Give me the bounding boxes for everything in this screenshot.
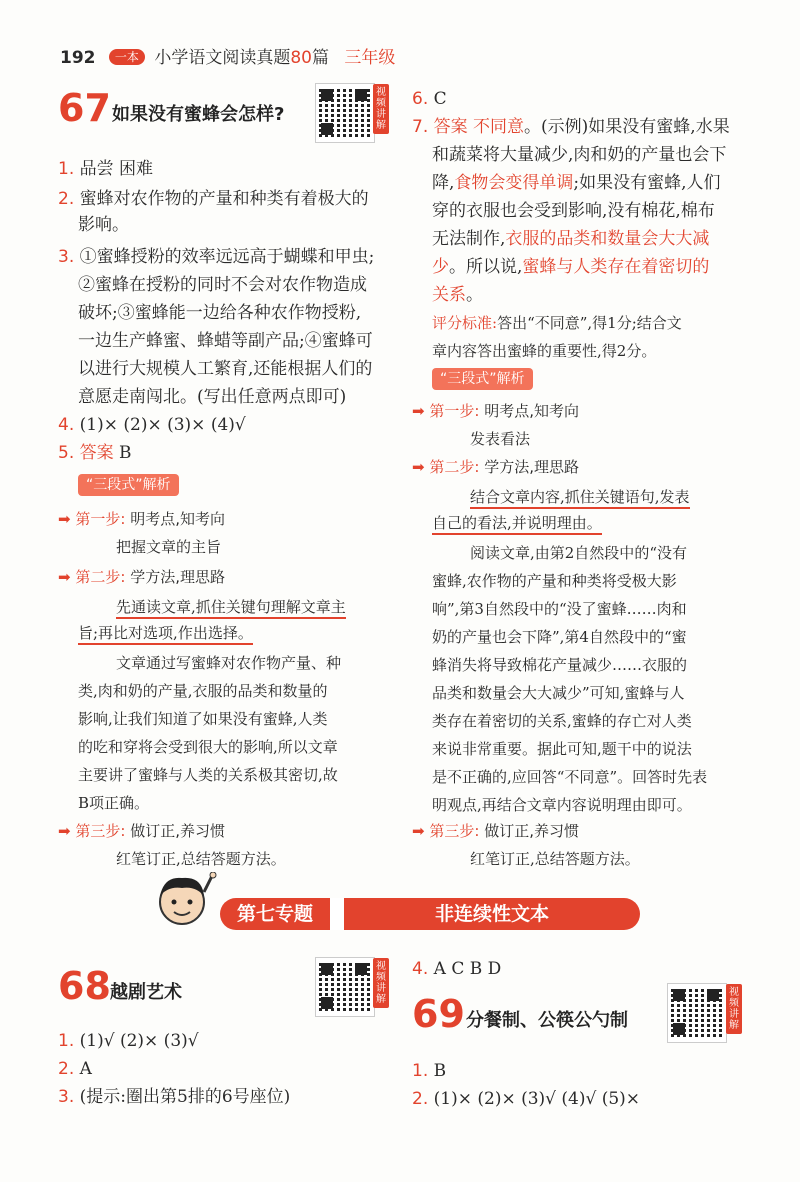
analysis-tag: “三段式”解析: [78, 474, 179, 496]
step-2-p1: 文章通过写蜜蜂对农作物产量、种: [116, 654, 342, 672]
answer-1: 1. 品尝 困难: [58, 159, 154, 179]
scoring-standard: 评分标准:答出“不同意”,得1分;结合文: [432, 314, 682, 332]
question-title-67: 如果没有蜜蜂会怎样?: [112, 104, 285, 125]
step-2-right-key-1: 结合文章内容,抓住关键语句,发表: [470, 486, 690, 508]
topic-label: 第七专题: [220, 898, 330, 930]
answer-2: 2. 蜜蜂对农作物的产量和种类有着极大的: [58, 189, 369, 209]
answer-69-2: 2. (1)× (2)× (3)√ (4)√ (5)×: [412, 1089, 641, 1109]
answer-68-3: 3. (提示:圈出第5排的6号座位): [58, 1087, 291, 1107]
step-1-right: ➡ 第一步: 明考点,知考向: [412, 402, 579, 420]
step-2-key-2: 旨;再比对选项,作出选择。: [78, 622, 253, 644]
step-2-right-p3: 响”,第3自然段中的“没了蜜蜂……肉和: [432, 600, 687, 618]
step-2-right-p7: 类存在着密切的关系,蜜蜂的存亡对人类: [432, 712, 692, 730]
answer-2-cont: 影响。: [78, 215, 129, 235]
banner-separator: [330, 898, 344, 930]
step-2: ➡ 第二步: 学方法,理思路: [58, 568, 225, 586]
scoring-standard-l2: 章内容答出蜜蜂的重要性,得2分。: [432, 342, 657, 360]
answer-3-l5: 以进行大规模人工繁育,还能根据人们的: [78, 359, 373, 379]
step-2-key-1: 先通读文章,抓住关键句理解文章主: [116, 596, 346, 618]
answer-3: 3. ①蜜蜂授粉的效率远远高于蝴蝶和甲虫;: [58, 247, 375, 267]
step-2-right-p1: 阅读文章,由第2自然段中的“没有: [470, 544, 687, 562]
step-2-right-p4: 奶的产量也会下降”,第4自然段中的“蜜: [432, 628, 687, 646]
step-2-p6: B项正确。: [78, 794, 150, 812]
qr-code-68[interactable]: [316, 958, 374, 1016]
step-1: ➡ 第一步: 明考点,知考向: [58, 510, 225, 528]
page-header: [60, 44, 480, 70]
section-banner: [150, 894, 640, 934]
step-3: ➡ 第三步: 做订正,养习惯: [58, 822, 225, 840]
answer-7-l3: 降,食物会变得单调;如果没有蜜蜂,人们: [432, 173, 721, 193]
step-2-right-key-2: 自己的看法,并说明理由。: [432, 512, 602, 534]
answer-3-l2: ②蜜蜂在授粉的同时不会对农作物造成: [78, 275, 367, 295]
question-number-67: 67: [58, 86, 111, 130]
step-2-right: ➡ 第二步: 学方法,理思路: [412, 458, 579, 476]
answer-7: 7. 答案 不同意。(示例)如果没有蜜蜂,水果: [412, 117, 730, 137]
answer-3-l6: 意愿走南闯北。(写出任意两点即可): [78, 387, 347, 407]
step-2-p3: 影响,让我们知道了如果没有蜜蜂,人类: [78, 710, 328, 728]
answer-6: 6. C: [412, 89, 447, 109]
page-number: 192: [60, 48, 96, 68]
video-label-68: 视频讲解: [373, 958, 389, 1008]
answer-7-l4: 穿的衣服也会受到影响,没有棉花,棉布: [432, 201, 715, 221]
answer-7-l7: 关系。: [432, 285, 483, 305]
qr-code-67[interactable]: [316, 84, 374, 142]
student-illustration: [150, 872, 220, 934]
step-1-right-body: 发表看法: [470, 430, 531, 448]
topic-title: 非连续性文本: [344, 898, 640, 930]
step-2-right-p8: 来说非常重要。据此可知,题干中的说法: [432, 740, 692, 758]
question-number-68: 68: [58, 964, 111, 1008]
answer-7-l5: 无法制作,衣服的品类和数量会大大减: [432, 229, 710, 249]
step-2-right-p2: 蜜蜂,农作物的产量和种类将受极大影: [432, 572, 677, 590]
question-title-68: 越剧艺术: [110, 982, 182, 1003]
step-2-right-p9: 是不正确的,应回答“不同意”。回答时先表: [432, 768, 708, 786]
step-1-body: 把握文章的主旨: [116, 538, 222, 556]
step-2-p4: 的吃和穿将会受到很大的影响,所以文章: [78, 738, 338, 756]
step-3-right-body: 红笔订正,总结答题方法。: [470, 850, 640, 868]
answer-69-1: 1. B: [412, 1061, 447, 1081]
answer-68-1: 1. (1)√ (2)× (3)√: [58, 1031, 199, 1051]
answer-3-l3: 破坏;③蜜蜂能一边给各种农作物授粉,: [78, 303, 362, 323]
book-title: 小学语文阅读真题80篇: [154, 48, 329, 68]
step-2-p2: 类,肉和奶的产量,衣服的品类和数量的: [78, 682, 328, 700]
qr-code-69[interactable]: [668, 984, 726, 1042]
answer-68-2: 2. A: [58, 1059, 92, 1079]
question-number-69: 69: [412, 992, 465, 1036]
question-title-69: 分餐制、公筷公勺制: [466, 1010, 628, 1031]
step-3-right: ➡ 第三步: 做订正,养习惯: [412, 822, 579, 840]
grade-label: 三年级: [344, 48, 396, 68]
step-2-right-p10: 明观点,再结合文章内容说明理由即可。: [432, 796, 692, 814]
step-2-p5: 主要讲了蜜蜂与人类的关系极其密切,故: [78, 766, 338, 784]
step-3-body: 红笔订正,总结答题方法。: [116, 850, 286, 868]
brand-logo: 一本: [109, 49, 145, 65]
answer-68-4: 4. A C B D: [412, 959, 502, 979]
step-2-right-p6: 品类和数量会大大减少”可知,蜜蜂与人: [432, 684, 685, 702]
analysis-tag-right: “三段式”解析: [432, 368, 533, 390]
answer-5: 5. 答案 B: [58, 443, 132, 463]
step-2-right-p5: 蜂消失将导致棉花产量减少……衣服的: [432, 656, 688, 674]
answer-4: 4. (1)× (2)× (3)× (4)√: [58, 415, 246, 435]
answer-7-l6: 少。所以说,蜜蜂与人类存在着密切的: [432, 257, 710, 277]
video-label-69: 视频讲解: [726, 984, 742, 1034]
answer-7-l2: 和蔬菜将大量减少,肉和奶的产量也会下: [432, 145, 727, 165]
answer-3-l4: 一边生产蜂蜜、蜂蜡等副产品;④蜜蜂可: [78, 331, 373, 351]
video-label-67: 视频讲解: [373, 84, 389, 134]
